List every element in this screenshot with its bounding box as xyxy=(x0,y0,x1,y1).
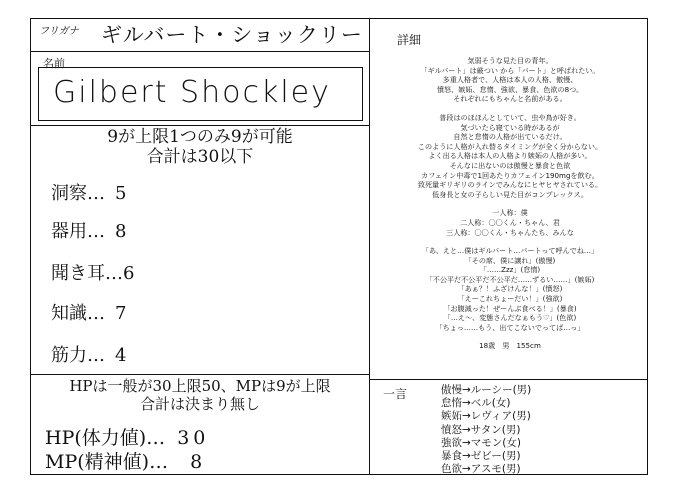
sin-item: 色欲→アスモ(男) xyxy=(441,463,521,476)
hp-mp-rule xyxy=(31,377,369,413)
detail-line: このように人格が入れ替るタイミングが全く分からない。 xyxy=(417,141,603,151)
pronoun-line: 一人称：僕 xyxy=(492,208,528,218)
sin-list xyxy=(441,384,531,476)
furigana-label: フリガナ xyxy=(39,26,79,37)
name-value: Gilbert Shockley xyxy=(53,75,331,110)
pronoun-line: 三人称：〇〇くん・ちゃんたち、みんな xyxy=(446,227,574,237)
quote-line: 「お腹減った！ぜーんぶ食べる！」(暴食) xyxy=(443,303,577,313)
stat-insight xyxy=(51,179,126,205)
stat-rule xyxy=(31,127,369,167)
quote-line: 「その席、僕に譲れ」(傲慢) xyxy=(464,255,556,265)
hp-mp-rule-line: HPは一般が30上限50、MPは9が上限 xyxy=(69,377,331,395)
sin-item: 怠惰→ベル(女) xyxy=(441,397,511,410)
stat-label: 知識… xyxy=(51,303,105,324)
stat-value: 6 xyxy=(123,263,135,284)
sin-item: 憤怒→サタン(男) xyxy=(441,423,521,436)
detail-line: それぞれにもちゃんと名前がある。 xyxy=(453,94,567,104)
column-divider xyxy=(369,19,370,474)
divider xyxy=(369,379,647,380)
detail-label: 詳細 xyxy=(397,33,422,47)
detail-body xyxy=(371,56,649,351)
stat-rule-line: 9が上限1つのみ9が可能 xyxy=(107,127,293,147)
quote-line: 「あぁ？！ふざけんな！」(憤怒) xyxy=(457,284,563,294)
detail-line: 低身長と女の子らしい見た目がコンプレックス。 xyxy=(432,189,588,199)
stat-value: 7 xyxy=(115,303,127,324)
detail-line: よく出る人格は本人の人格より嫉妬の人格が多い。 xyxy=(428,151,592,161)
pronoun-line: 二人称：〇〇くん・ちゃん、君 xyxy=(460,217,560,227)
divider xyxy=(31,51,369,52)
sin-item: 嫉妬→レヴィア(男) xyxy=(441,410,531,423)
profile-line: 18歳 男 155cm xyxy=(479,341,541,351)
detail-line: 致死量ギリギリのラインでみんなにヒヤヒヤされている。 xyxy=(417,180,603,190)
name-label: 名前 xyxy=(43,57,65,70)
stat-dexterity xyxy=(51,217,126,243)
quote-line: 「不公平だ不公平だ不公平だ……ずるい……」(嫉妬) xyxy=(425,274,595,284)
stat-label: 器用… xyxy=(51,221,105,242)
stat-strength xyxy=(51,341,126,367)
hp-value: 30 xyxy=(177,427,210,449)
quote-line: 「ちょっ……もう、出てこないでってば…っ」 xyxy=(435,322,585,332)
divider xyxy=(31,125,369,126)
name-box xyxy=(38,67,363,121)
stat-label: 聞き耳… xyxy=(51,263,123,284)
divider xyxy=(31,374,369,375)
stat-label: 筋力… xyxy=(51,345,105,366)
stat-knowledge xyxy=(51,299,126,325)
stat-value: 4 xyxy=(115,345,127,366)
stat-label: 洞察… xyxy=(51,183,105,204)
stat-rule-line: 合計は30以下 xyxy=(146,147,254,167)
character-sheet xyxy=(30,18,648,475)
detail-line: 憤怒、嫉妬、怠惰、強欲、暴食、色欲の8つ。 xyxy=(436,84,584,94)
detail-line: 普段はのほほんとしていて、虫や鳥が好き。 xyxy=(439,112,581,122)
mp-row xyxy=(45,447,206,474)
sin-item: 強欲→マモン(女) xyxy=(441,436,521,449)
mp-value: 8 xyxy=(190,451,207,473)
hp-row xyxy=(45,423,209,450)
stat-listen xyxy=(51,259,134,285)
quote-line: 「えーこれちょーだい！」(強欲) xyxy=(457,294,563,304)
detail-line: 「ギルバート」は厳つい から「バート」と呼ばれたい。 xyxy=(420,65,600,75)
furigana-value: ギルバート・ショックリー xyxy=(101,23,363,47)
hp-label: HP(体力値)… xyxy=(45,427,166,449)
quote-line: 「…え〜、変態さんだなぁもう♡」(色欲) xyxy=(443,313,577,323)
detail-line: そんなに出ないのは傲慢と暴食と色欲 xyxy=(449,160,571,170)
sin-item: 傲慢→ルーシー(男) xyxy=(441,384,532,396)
detail-line: 気づいたら寝ている時があるが xyxy=(460,122,560,132)
detail-line: 気弱そうな見た目の青年。 xyxy=(467,56,553,65)
quote-line: 「あ、えと…僕はギルバート…バートって呼んでね…」 xyxy=(421,246,599,256)
hp-mp-rule-line: 合計は決まり無し xyxy=(139,395,260,413)
stat-value: 8 xyxy=(115,221,127,242)
quote-line: 「……Zzz」(怠惰) xyxy=(479,265,541,275)
detail-line: カフェイン中毒で1回あたりカフェイン190mgを飲む。 xyxy=(421,170,599,180)
stat-value: 5 xyxy=(115,183,127,204)
detail-line: 多重人格者で、人格は本人の人格、傲慢、 xyxy=(442,75,578,85)
note-label: 一言 xyxy=(383,387,408,401)
mp-label: MP(精神値)… xyxy=(45,451,169,473)
sin-item: 暴食→ゼビー(男) xyxy=(441,450,521,463)
detail-line: 自然と怠惰の人格が出ているだけ。 xyxy=(453,132,567,142)
